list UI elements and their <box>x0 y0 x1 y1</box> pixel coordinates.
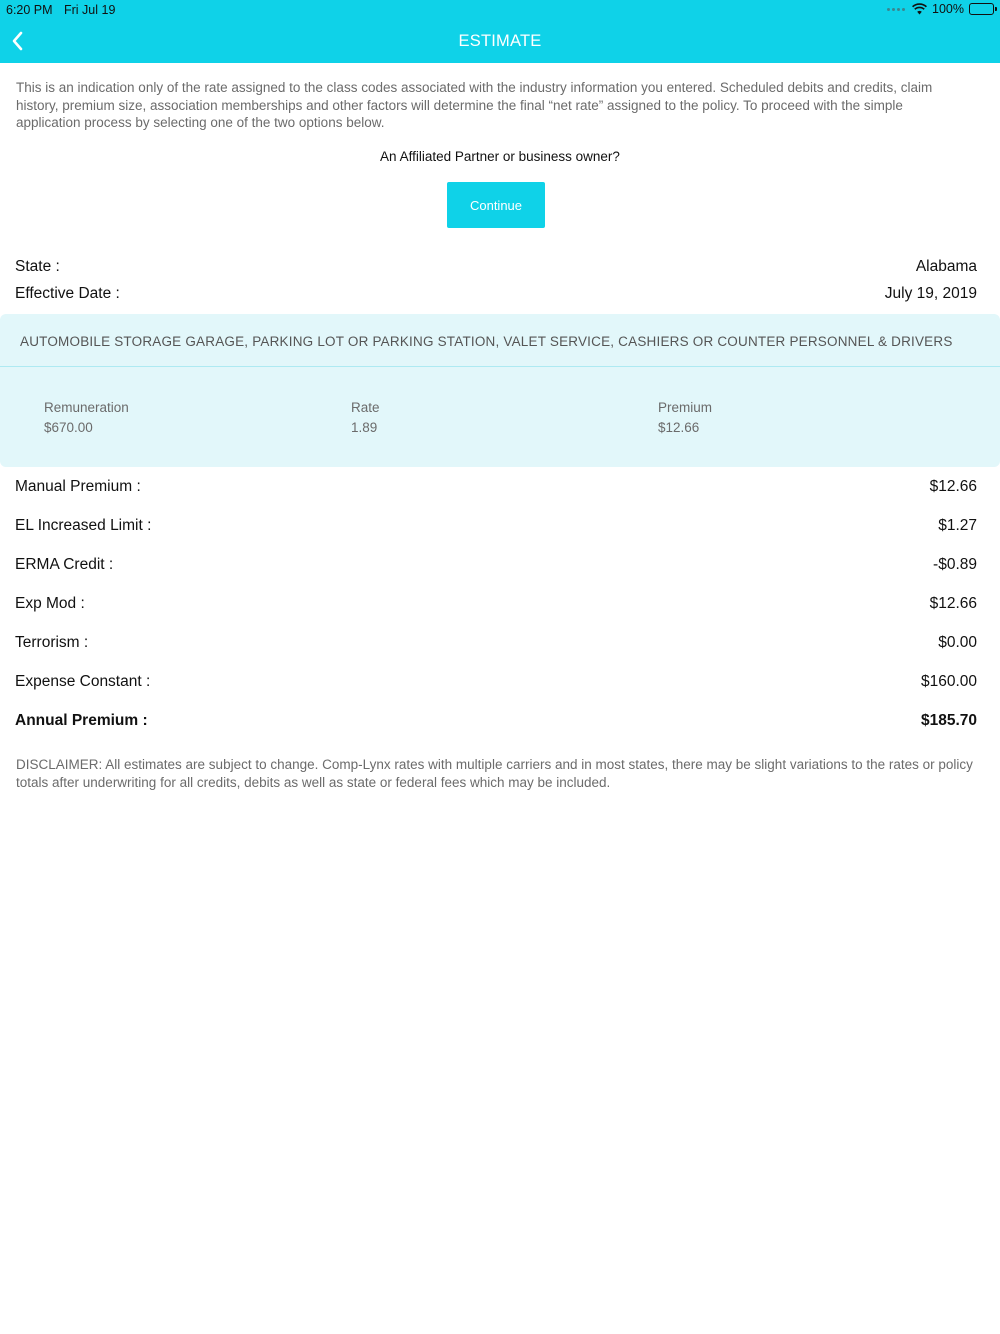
nav-bar <box>0 0 1000 63</box>
status-indicators <box>887 2 994 16</box>
divider <box>0 366 1000 367</box>
premium-column <box>658 398 712 438</box>
class-code-title: AUTOMOBILE STORAGE GARAGE, PARKING LOT OR PARKING STATION, VALET SERVICE, CASHIERS OR COUNTER PERSONNEL & DRIVERS <box>20 334 953 349</box>
annual-premium-row <box>15 712 977 730</box>
erma-credit-value: -$0.89 <box>933 556 977 573</box>
expense-constant-row <box>15 673 977 691</box>
erma-credit-label: ERMA Credit : <box>15 556 114 573</box>
rate-label: Rate <box>351 400 380 415</box>
manual-premium-value: $12.66 <box>929 478 977 495</box>
status-bar <box>0 0 1000 20</box>
battery-icon <box>969 3 994 15</box>
terrorism-value: $0.00 <box>938 634 977 651</box>
effective-date-row <box>15 285 977 303</box>
manual-premium-row <box>15 478 977 496</box>
rate-column <box>351 398 380 438</box>
el-increased-limit-row <box>15 517 977 535</box>
rate-value: 1.89 <box>351 420 378 435</box>
terrorism-row <box>15 634 977 652</box>
wifi-icon <box>912 3 927 15</box>
state-row <box>15 258 977 276</box>
terrorism-label: Terrorism : <box>15 634 89 651</box>
premium-label: Premium <box>658 400 713 415</box>
state-value: Alabama <box>915 258 977 275</box>
effective-date-label: Effective Date : <box>15 285 120 302</box>
exp-mod-label: Exp Mod : <box>15 595 85 612</box>
erma-credit-row <box>15 556 977 574</box>
intro-text: This is an indication only of the rate assigned to the class codes associated with the industry information you entered. Scheduled debits and credits, claim history, premium size, association memberships and other factors will determine the final “net rate” assigned to the policy. To proceed with the simple application process by selecting one of the two options below. <box>16 80 933 130</box>
partner-question: An Affiliated Partner or business owner? <box>380 149 620 164</box>
premium-value: $12.66 <box>658 420 700 435</box>
effective-date-value: July 19, 2019 <box>884 285 977 302</box>
remuneration-value: $670.00 <box>44 420 93 435</box>
expense-constant-label: Expense Constant : <box>15 673 151 690</box>
remuneration-label: Remuneration <box>44 400 129 415</box>
el-increased-limit-label: EL Increased Limit : <box>15 517 152 534</box>
el-increased-limit-value: $1.27 <box>938 517 977 534</box>
continue-button[interactable]: Continue <box>447 182 545 228</box>
state-label: State : <box>15 258 60 275</box>
signal-icon <box>887 8 905 11</box>
remuneration-column <box>44 398 129 438</box>
page-title: ESTIMATE <box>458 32 542 50</box>
battery-percent: 100% <box>932 2 964 16</box>
manual-premium-label: Manual Premium : <box>15 478 141 495</box>
exp-mod-value: $12.66 <box>929 595 977 612</box>
class-code-card <box>0 314 1000 467</box>
expense-constant-value: $160.00 <box>920 673 977 690</box>
annual-premium-label: Annual Premium : <box>15 712 148 729</box>
status-date: Fri Jul 19 <box>64 3 116 17</box>
exp-mod-row <box>15 595 977 613</box>
status-time: 6:20 PM <box>6 3 53 17</box>
disclaimer-text: DISCLAIMER: All estimates are subject to change. Comp-Lynx rates with multiple carriers and in most states, there may be slight variations to the rates or policy totals after underwriting for all credits, debits as well as state or federal fees which may be included. <box>16 757 973 790</box>
annual-premium-value: $185.70 <box>920 712 977 729</box>
